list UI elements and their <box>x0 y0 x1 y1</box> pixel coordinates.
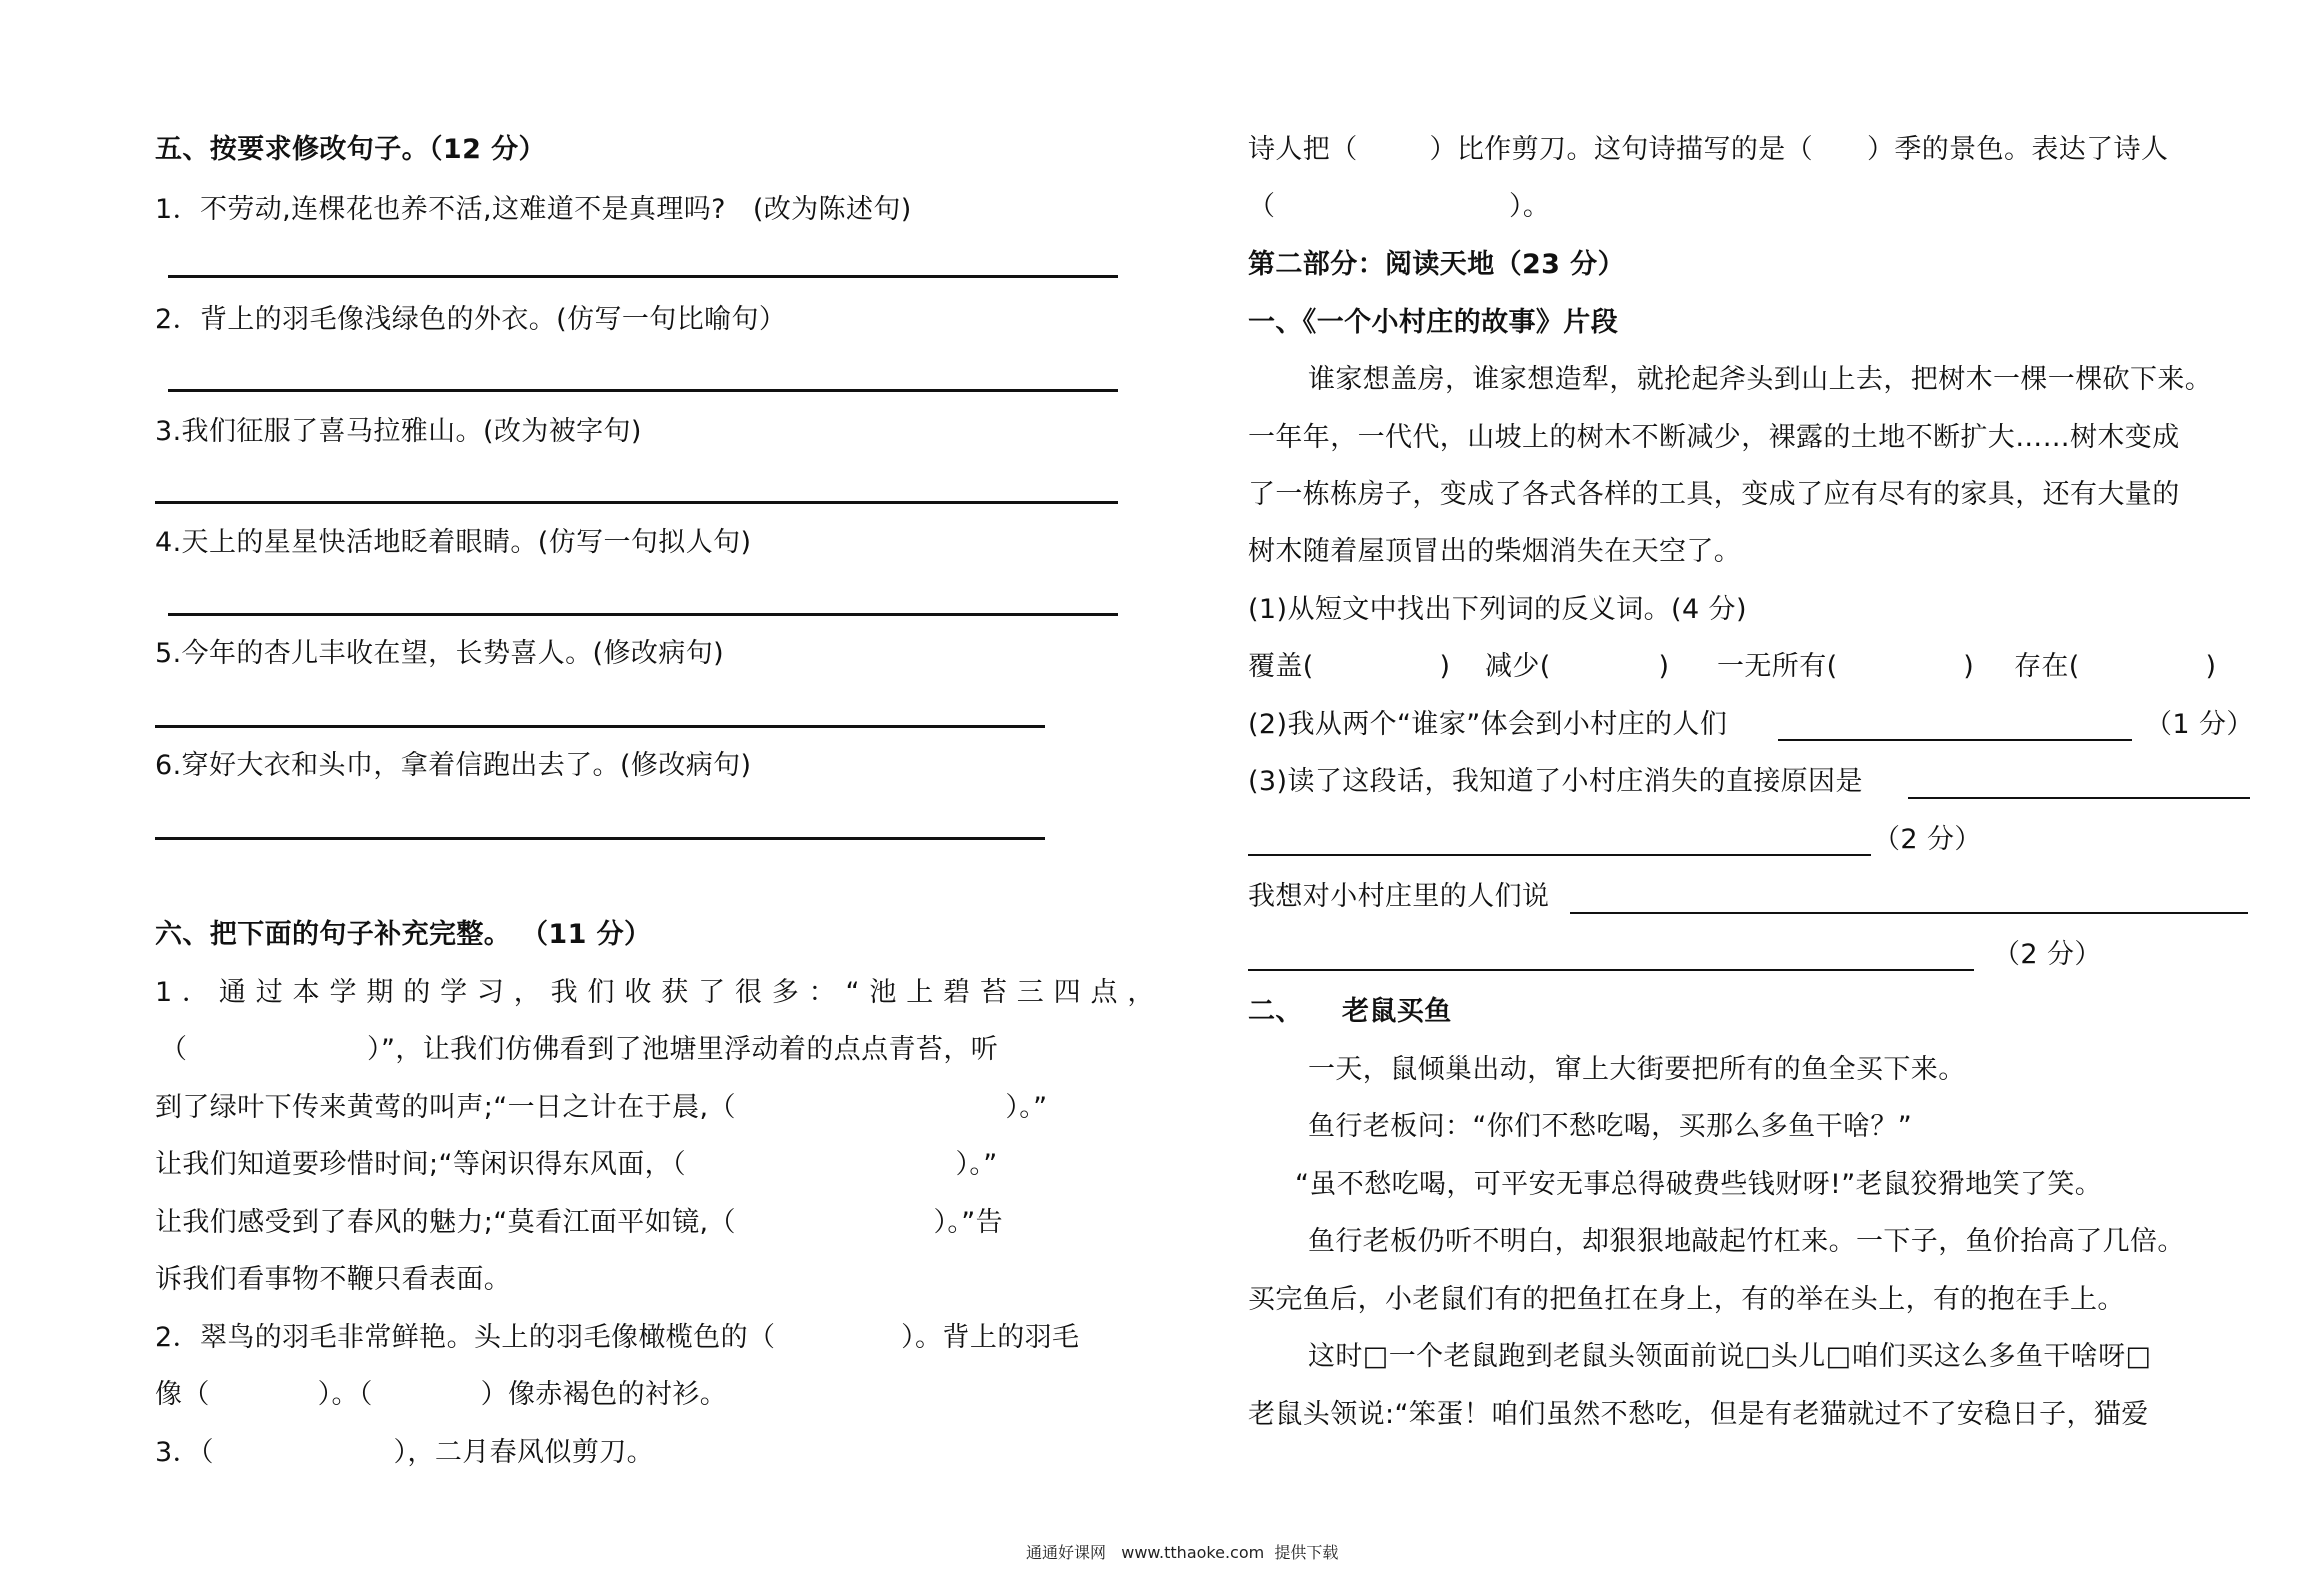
question-6-1-line-1: 1 ． 通 过 本 学 期 的 学 习 ， 我 们 收 获 了 很 多 ： “ 池 上 碧 苔 三 四 点 ， <box>155 977 1155 1008</box>
question-6-3: 3．（ ），二月春风似剪刀。 <box>155 1437 655 1468</box>
question-5-5: 5.今年的杏儿丰收在望，长势喜人。(修改病句) <box>155 638 725 669</box>
section-5-title: 五、按要求修改句子。（12 分） <box>155 134 546 165</box>
reading-2-line-7: 老鼠头领说:“笨蛋！咱们虽然不愁吃，但是有老猫就过不了安稳日子，猫爱 <box>1248 1399 2149 1430</box>
question-5-3: 3.我们征服了喜马拉雅山。(改为被字句) <box>155 416 642 447</box>
poem-question-line-2: （ ）。 <box>1248 191 1551 222</box>
answer-line-r1-q3-cont[interactable] <box>1248 854 1871 856</box>
reading-1-question-4: 我想对小村庄里的人们说 <box>1248 881 1550 912</box>
answer-line-5-6[interactable] <box>155 837 1045 840</box>
answer-line-5-4[interactable] <box>168 613 1118 616</box>
answer-line-5-3[interactable] <box>155 501 1118 504</box>
antonym-field-3[interactable]: 一无所有( ) <box>1717 651 1975 682</box>
reading-1-paragraph-line-4: 树木随着屋顶冒出的柴烟消失在天空了。 <box>1248 536 1742 567</box>
reading-1-paragraph-line-2: 一年年，一代代，山坡上的树木不断减少，裸露的土地不断扩大……树木变成 <box>1248 422 2180 453</box>
question-6-1-line-5: 让我们感受到了春风的魅力;“莫看江面平如镜,（ ）。”告 <box>155 1207 1004 1238</box>
reading-1-question-1: (1)从短文中找出下列词的反义词。(4 分) <box>1248 594 1747 625</box>
score-r1-q2: （1 分） <box>2145 709 2254 740</box>
question-6-1-line-2: （ ）”，让我们仿佛看到了池塘里浮动着的点点青苔，听 <box>160 1034 999 1065</box>
section-6-title: 六、把下面的句子补充完整。 （11 分） <box>155 919 652 950</box>
reading-2-line-5: 买完鱼后，小老鼠们有的把鱼扛在身上，有的举在头上，有的抱在手上。 <box>1248 1284 2125 1315</box>
answer-line-5-2[interactable] <box>168 389 1118 392</box>
reading-2-title: 二、 老鼠买鱼 <box>1248 996 1452 1027</box>
reading-2-line-3: “虽不愁吃喝，可平安无事总得破费些钱财呀!”老鼠狡猾地笑了笑。 <box>1295 1169 2103 1200</box>
question-6-1-line-6: 诉我们看事物不鞭只看表面。 <box>155 1264 512 1295</box>
reading-1-question-3: (3)读了这段话，我知道了小村庄消失的直接原因是 <box>1248 766 1863 797</box>
answer-line-r1-q2[interactable] <box>1778 739 2132 741</box>
reading-2-line-6: 这时□一个老鼠跑到老鼠头领面前说□头儿□咱们买这么多鱼干啥呀□ <box>1308 1341 2152 1372</box>
question-5-2: 2．背上的羽毛像浅绿色的外衣。(仿写一句比喻句） <box>155 304 787 335</box>
answer-line-5-5[interactable] <box>155 725 1045 728</box>
reading-1-paragraph-line-1: 谁家想盖房，谁家想造犁，就抡起斧头到山上去，把树木一棵一棵砍下来。 <box>1308 364 2213 395</box>
reading-1-question-2: (2)我从两个“谁家”体会到小村庄的人们 <box>1248 709 1728 740</box>
reading-2-line-4: 鱼行老板仍听不明白，却狠狠地敲起竹杠来。一下子，鱼价抬高了几倍。 <box>1308 1226 2185 1257</box>
answer-line-5-1[interactable] <box>168 275 1118 278</box>
question-6-1-line-4: 让我们知道要珍惜时间;“等闲识得东风面，（ ）。” <box>155 1149 998 1180</box>
antonym-field-1[interactable]: 覆盖( ) <box>1248 651 1451 682</box>
reading-2-line-2: 鱼行老板问：“你们不愁吃喝，买那么多鱼干啥？” <box>1308 1111 1913 1142</box>
answer-line-r1-q4[interactable] <box>1570 912 2248 914</box>
antonym-field-4[interactable]: 存在( ) <box>2014 651 2217 682</box>
reading-1-paragraph-line-3: 了一栋栋房子，变成了各式各样的工具，变成了应有尽有的家具，还有大量的 <box>1248 479 2180 510</box>
score-r1-q3: （2 分） <box>1873 824 1982 855</box>
poem-question-line-1: 诗人把（ ）比作剪刀。这句诗描写的是（ ）季的景色。表达了诗人 <box>1248 134 2169 165</box>
question-6-2-line-1: 2．翠鸟的羽毛非常鲜艳。头上的羽毛像橄榄色的（ ）。背上的羽毛 <box>155 1322 1080 1353</box>
question-5-6: 6.穿好大衣和头巾，拿着信跑出去了。(修改病句) <box>155 750 752 781</box>
answer-line-r1-q3[interactable] <box>1908 797 2250 799</box>
part-2-title: 第二部分：阅读天地（23 分） <box>1248 249 1625 280</box>
question-6-1-line-3: 到了绿叶下传来黄莺的叫声;“一日之计在于晨,（ ）。” <box>155 1092 1048 1123</box>
antonym-field-2[interactable]: 减少( ) <box>1485 651 1670 682</box>
question-6-2-line-2: 像（ ）。（ ）像赤褐色的衬衫。 <box>155 1379 728 1410</box>
score-r1-q4: （2 分） <box>1993 939 2102 970</box>
page-footer: 通通好课网 www.tthaoke.com 提供下载 <box>1026 1543 1339 1562</box>
question-5-1: 1．不劳动,连棵花也养不活,这难道不是真理吗? (改为陈述句) <box>155 194 912 225</box>
reading-2-line-1: 一天，鼠倾巢出动，窜上大街要把所有的鱼全买下来。 <box>1308 1054 1966 1085</box>
question-5-4: 4.天上的星星快活地眨着眼睛。(仿写一句拟人句) <box>155 527 752 558</box>
answer-line-r1-q4-cont[interactable] <box>1248 969 1974 971</box>
reading-1-title: 一、《一个小村庄的故事》片段 <box>1248 307 1619 338</box>
